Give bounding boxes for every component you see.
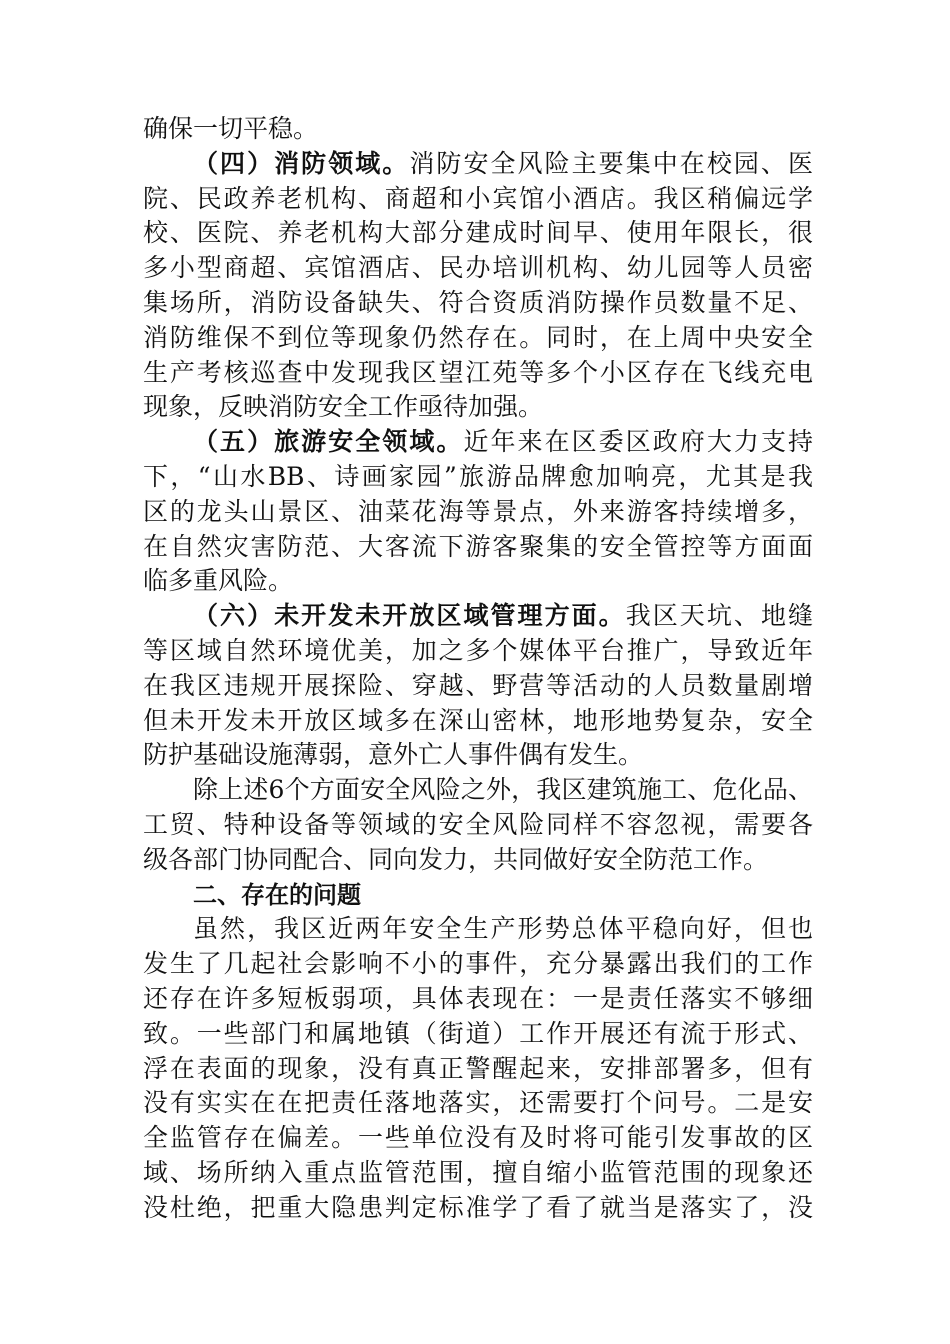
text-line: 校、医院、养老机构大部分建成时间早、使用年限长，很 bbox=[143, 218, 813, 248]
text-line: 消防维保不到位等现象仍然存在。同时，在上周中央安全 bbox=[143, 322, 813, 352]
text-line: 但未开发未开放区域多在深山密林，地形地势复杂，安全 bbox=[143, 705, 813, 735]
text-run: 近年来在区委区政府大力支持 bbox=[463, 427, 813, 457]
text-run: 我区天坑、地缝 bbox=[625, 601, 813, 631]
text-line: 浮在表面的现象，没有真正警醒起来，安排部署多，但有 bbox=[143, 1053, 813, 1083]
text-line: 域、场所纳入重点监管范围，擅自缩小监管范围的现象还 bbox=[143, 1157, 813, 1187]
text-line: 在我区违规开展探险、穿越、野营等活动的人员数量剧增 bbox=[143, 670, 813, 700]
text-line: 发生了几起社会影响不小的事件，充分暴露出我们的工作 bbox=[143, 949, 813, 979]
text-line: 还存在许多短板弱项，具体表现在：一是责任落实不够细 bbox=[143, 983, 813, 1013]
text-line: 全监管存在偏差。一些单位没有及时将可能引发事故的区 bbox=[143, 1123, 813, 1153]
text-line: 临多重风险。 bbox=[143, 566, 294, 596]
text-line: 在自然灾害防范、大客流下游客聚集的安全管控等方面面 bbox=[143, 531, 813, 561]
text-line: 没杜绝，把重大隐患判定标准学了看了就当是落实了，没 bbox=[143, 1192, 813, 1222]
section-heading-undeveloped: （六）未开发未开放区域管理方面。 bbox=[193, 601, 626, 631]
text-line: 下，“山水BB、诗画家园”旅游品牌愈加响亮，尤其是我 bbox=[143, 461, 813, 491]
paragraph-fire-safety bbox=[143, 147, 813, 182]
text-line: 确保一切平稳。 bbox=[143, 114, 319, 143]
text-line: 生产考核巡查中发现我区望江苑等多个小区存在飞线充电 bbox=[143, 357, 813, 387]
text-line: 没有实实在在把责任落地落实，还需要打个问号。二是安 bbox=[143, 1088, 813, 1118]
text-line: 集场所，消防设备缺失、符合资质消防操作员数量不足、 bbox=[143, 287, 813, 317]
document-body bbox=[143, 112, 813, 1226]
paragraph-tourism-safety bbox=[143, 425, 813, 460]
section-title-problems: 二、存在的问题 bbox=[193, 880, 361, 909]
text-line: 现象，反映消防安全工作亟待加强。 bbox=[143, 392, 544, 422]
text-line: 多小型商超、宾馆酒店、民办培训机构、幼儿园等人员密 bbox=[143, 253, 813, 283]
section-heading-tourism: （五）旅游安全领域。 bbox=[193, 427, 464, 457]
text-line: 区的龙头山景区、油菜花海等景点，外来游客持续增多， bbox=[143, 496, 813, 526]
section-heading-fire: （四）消防领域。 bbox=[193, 148, 410, 178]
text-line: 院、民政养老机构、商超和小宾馆小酒店。我区稍偏远学 bbox=[143, 183, 813, 213]
paragraph-undeveloped-areas bbox=[143, 599, 813, 634]
text-line: 等区域自然环境优美，加之多个媒体平台推广，导致近年 bbox=[143, 635, 813, 665]
text-line: 工贸、特种设备等领域的安全风险同样不容忽视，需要各 bbox=[143, 809, 813, 839]
text-line: 防护基础设施薄弱，意外亡人事件偶有发生。 bbox=[143, 740, 644, 770]
text-line: 虽然，我区近两年安全生产形势总体平稳向好，但也 bbox=[193, 914, 813, 944]
text-line: 除上述6个方面安全风险之外，我区建筑施工、危化品、 bbox=[193, 775, 813, 805]
text-line: 级各部门协同配合、同向发力，共同做好安全防范工作。 bbox=[143, 844, 769, 874]
text-line: 致。一些部门和属地镇（街道）工作开展还有流于形式、 bbox=[143, 1018, 813, 1048]
text-run: 消防安全风险主要集中在校园、医 bbox=[409, 148, 813, 178]
